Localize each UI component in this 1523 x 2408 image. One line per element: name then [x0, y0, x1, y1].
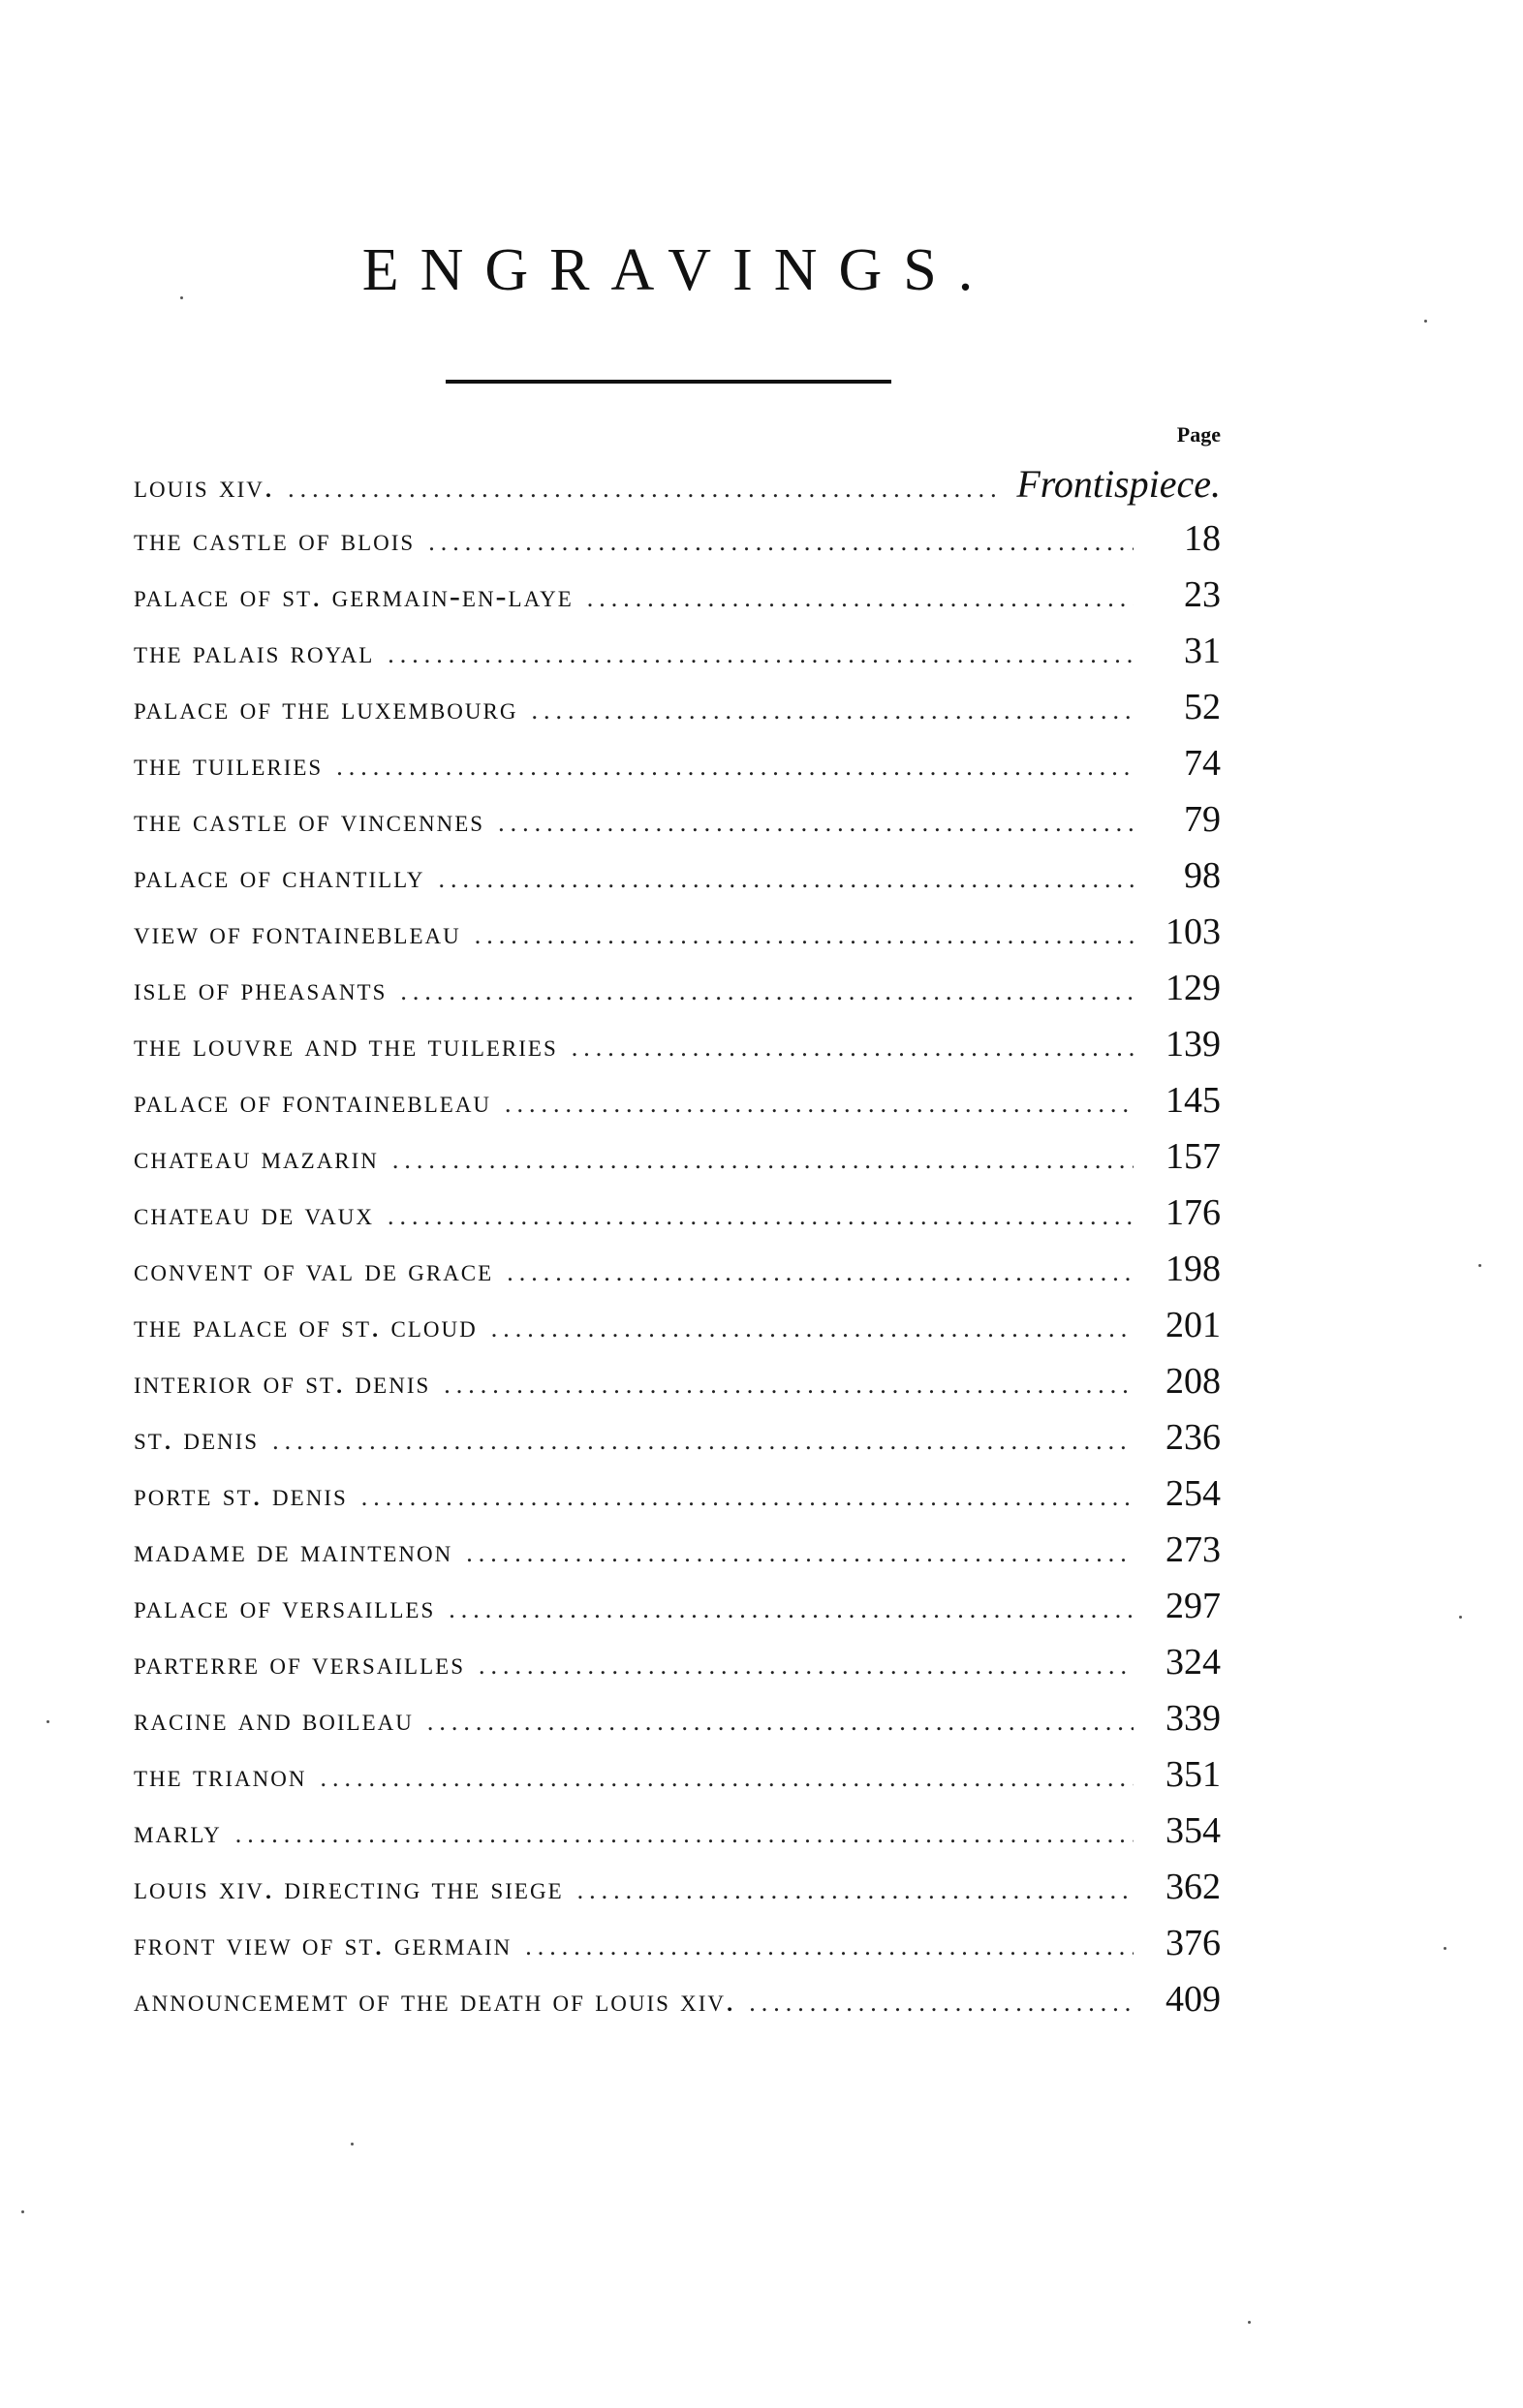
entry-title: convent of val de grace [134, 1253, 494, 1288]
paper-speck [1478, 1264, 1481, 1267]
entry-title: announcememt of the death of louis xiv. [134, 1984, 736, 2019]
list-item [134, 1585, 1221, 1641]
entry-title: the palais royal [134, 635, 375, 670]
dot-leader [505, 1090, 1134, 1119]
entry-page: 201 [1166, 1305, 1221, 1345]
list-item [134, 854, 1221, 911]
dot-leader [475, 921, 1134, 950]
entry-page: 52 [1184, 687, 1221, 727]
entry-title: the castle of blois [134, 523, 416, 558]
dot-leader [272, 1427, 1134, 1456]
list-item [134, 1978, 1221, 2034]
entry-page: 74 [1184, 743, 1221, 784]
dot-leader [427, 1708, 1134, 1737]
entry-title: the louvre and the tuileries [134, 1029, 558, 1064]
list-item [134, 1472, 1221, 1528]
list-item [134, 517, 1221, 573]
entry-page: 129 [1166, 968, 1221, 1008]
list-item [134, 1360, 1221, 1416]
list-item [134, 1079, 1221, 1135]
entry-page: 362 [1166, 1867, 1221, 1907]
paper-speck [1424, 320, 1427, 323]
dot-leader [572, 1034, 1134, 1063]
entry-page: 31 [1184, 631, 1221, 671]
paper-speck [1459, 1616, 1462, 1619]
list-item [134, 1528, 1221, 1585]
dot-leader [320, 1764, 1134, 1793]
paper-speck [21, 2210, 24, 2213]
entry-page: 297 [1166, 1586, 1221, 1626]
dot-leader [449, 1595, 1134, 1624]
entry-page: 208 [1166, 1361, 1221, 1402]
entry-page: 23 [1184, 574, 1221, 615]
entry-title: isle of pheasants [134, 972, 388, 1007]
dot-leader [498, 809, 1134, 838]
list-item [134, 967, 1221, 1023]
entry-page: 376 [1166, 1923, 1221, 1963]
title-rule [446, 380, 891, 384]
entry-title: palace of chantilly [134, 860, 425, 895]
paper-speck [1248, 2321, 1251, 2324]
entry-title: st. denis [134, 1422, 260, 1457]
entry-page: 236 [1166, 1417, 1221, 1458]
entry-page: 98 [1184, 855, 1221, 896]
dot-leader [466, 1539, 1134, 1568]
list-item [134, 686, 1221, 742]
list-item [134, 1922, 1221, 1978]
dot-leader [507, 1258, 1134, 1287]
dot-leader [400, 977, 1134, 1006]
dot-leader [444, 1371, 1134, 1400]
entry-title: front view of st. germain [134, 1928, 513, 1962]
entry-page: 198 [1166, 1249, 1221, 1289]
dot-leader [531, 696, 1134, 725]
page-column-label: Page [1176, 422, 1221, 447]
paper-speck [351, 2143, 354, 2146]
list-item [134, 911, 1221, 967]
list-item [134, 1641, 1221, 1697]
list-item [134, 630, 1221, 686]
entry-page: 351 [1166, 1754, 1221, 1795]
entry-page: 18 [1184, 518, 1221, 559]
dot-leader [361, 1483, 1134, 1512]
dot-leader [392, 1146, 1134, 1175]
dot-leader [288, 475, 1003, 504]
entry-title: chateau mazarin [134, 1141, 379, 1176]
dot-leader [749, 1989, 1134, 2018]
entry-page: 354 [1166, 1810, 1221, 1851]
list-item [134, 1697, 1221, 1753]
list-item [134, 1866, 1221, 1922]
list-item [134, 461, 1221, 517]
list-item [134, 1416, 1221, 1472]
entry-page: 339 [1166, 1698, 1221, 1739]
paper-speck [1444, 1947, 1446, 1950]
dot-leader [491, 1314, 1134, 1343]
dot-leader [388, 640, 1134, 669]
paper-speck [180, 296, 183, 299]
entry-page: 254 [1166, 1473, 1221, 1514]
entry-page: 176 [1166, 1192, 1221, 1233]
entry-title: the castle of vincennes [134, 804, 485, 839]
list-item [134, 573, 1221, 630]
entry-title: the trianon [134, 1759, 307, 1794]
list-item [134, 1023, 1221, 1079]
entry-page: 139 [1166, 1024, 1221, 1065]
entry-title: palace of versailles [134, 1590, 436, 1625]
entry-page: 145 [1166, 1080, 1221, 1121]
entry-title: marly [134, 1815, 222, 1850]
entry-title: louis xiv. directing the siege [134, 1871, 564, 1906]
page-title: ENGRAVINGS. [361, 237, 995, 303]
entry-title: chateau de vaux [134, 1197, 374, 1232]
entry-title: racine and boileau [134, 1703, 414, 1738]
dot-leader [587, 584, 1134, 613]
list-item [134, 798, 1221, 854]
dot-leader [577, 1876, 1134, 1905]
entry-title: palace of the luxembourg [134, 692, 518, 726]
entry-title: palace of fontainebleau [134, 1085, 492, 1120]
list-item [134, 1304, 1221, 1360]
entry-title: louis xiv. [134, 470, 275, 505]
entry-title: porte st. denis [134, 1478, 348, 1513]
entry-title: the tuileries [134, 748, 324, 783]
entry-title: view of fontainebleau [134, 916, 461, 951]
entry-page: 273 [1166, 1529, 1221, 1570]
entry-page: 157 [1166, 1136, 1221, 1177]
entry-title: parterre of versailles [134, 1647, 465, 1682]
dot-leader [479, 1652, 1134, 1681]
entry-title: palace of st. germain-en-laye [134, 579, 574, 614]
dot-leader [388, 1202, 1134, 1231]
list-item [134, 1753, 1221, 1809]
dot-leader [525, 1932, 1134, 1961]
dot-leader [439, 865, 1134, 894]
entry-title: interior of st. denis [134, 1366, 431, 1401]
engravings-list [134, 461, 1221, 2034]
paper-speck [47, 1720, 49, 1723]
list-item [134, 742, 1221, 798]
entry-page: 79 [1184, 799, 1221, 840]
entry-title: madame de maintenon [134, 1534, 453, 1569]
dot-leader [336, 753, 1134, 782]
entry-page: 103 [1166, 911, 1221, 952]
dot-leader [235, 1820, 1134, 1849]
entry-page: 409 [1166, 1979, 1221, 2020]
entry-page: Frontispiece. [1016, 462, 1221, 506]
list-item [134, 1809, 1221, 1866]
list-item [134, 1248, 1221, 1304]
list-item [134, 1135, 1221, 1191]
dot-leader [428, 528, 1134, 557]
entry-page: 324 [1166, 1642, 1221, 1683]
list-item [134, 1191, 1221, 1248]
entry-title: the palace of st. cloud [134, 1310, 478, 1344]
